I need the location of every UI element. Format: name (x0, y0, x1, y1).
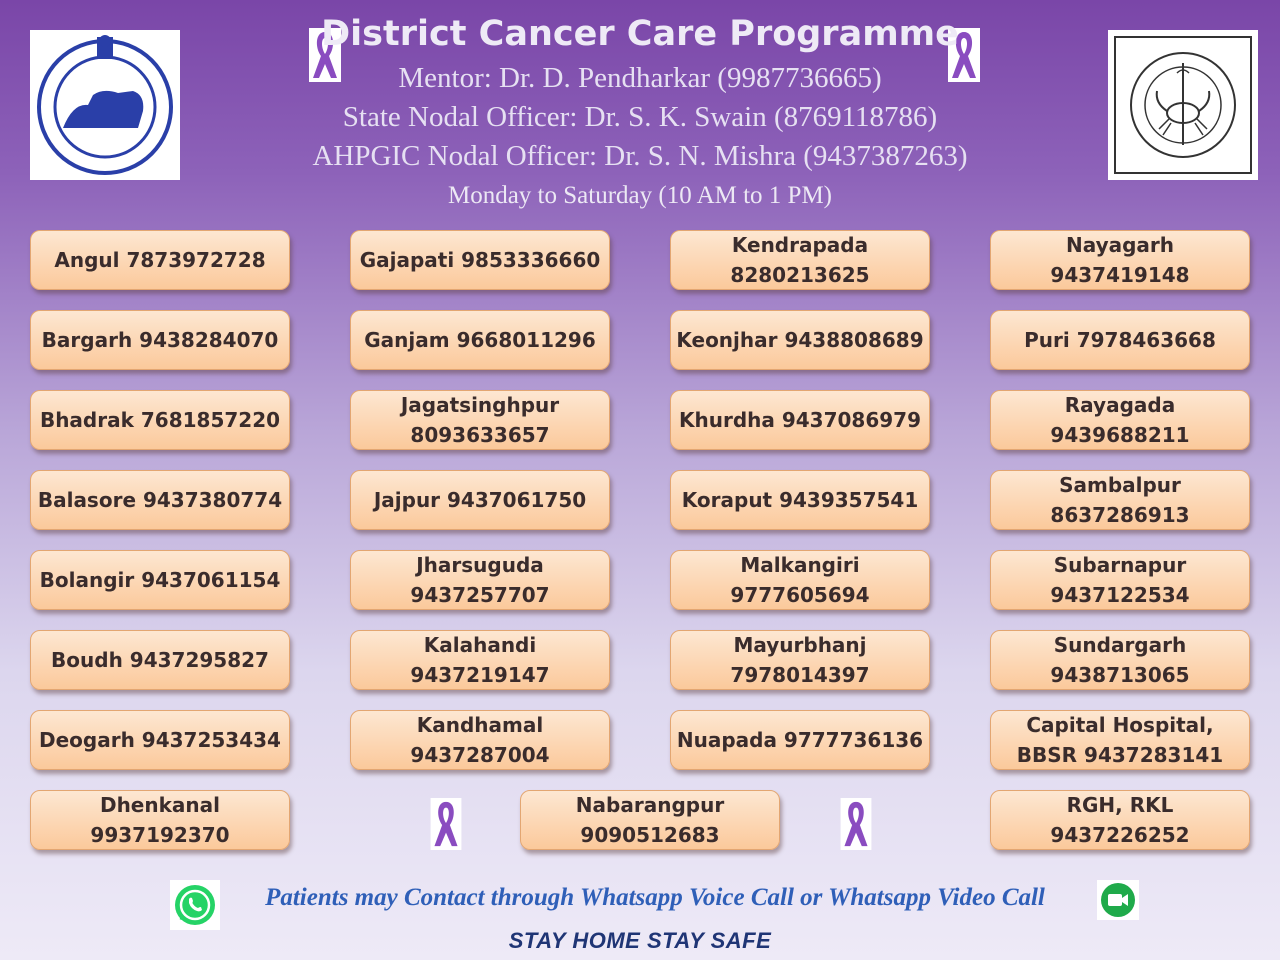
district-card-angul: Angul 7873972728 (30, 230, 290, 290)
district-card-deogarh: Deogarh 9437253434 (30, 710, 290, 770)
district-card-keonjhar: Keonjhar 9438808689 (670, 310, 930, 370)
district-card-rayagada: Rayagada 9439688211 (990, 390, 1250, 450)
district-card-gajapati: Gajapati 9853336660 (350, 230, 610, 290)
district-card-dhenkanal: Dhenkanal 9937192370 (30, 790, 290, 850)
district-card-jajpur: Jajpur 9437061750 (350, 470, 610, 530)
district-card-rgh-rkl: RGH, RKL 9437226252 (990, 790, 1250, 850)
district-card-subarnapur: Subarnapur 9437122534 (990, 550, 1250, 610)
district-card-bhadrak: Bhadrak 7681857220 (30, 390, 290, 450)
district-card-sundargarh: Sundargarh 9438713065 (990, 630, 1250, 690)
purple-ribbon-icon (430, 798, 462, 850)
district-card-kandhamal: Kandhamal 9437287004 (350, 710, 610, 770)
contact-note: Patients may Contact through Whatsapp Voice Call or Whatsapp Video Call (265, 884, 1045, 911)
district-card-nayagarh: Nayagarh 9437419148 (990, 230, 1250, 290)
district-card-balasore: Balasore 9437380774 (30, 470, 290, 530)
district-card-sambalpur: Sambalpur 8637286913 (990, 470, 1250, 530)
page-title: District Cancer Care Programme (321, 14, 959, 54)
district-card-boudh: Boudh 9437295827 (30, 630, 290, 690)
district-card-mayurbhanj: Mayurbhanj 7978014397 (670, 630, 930, 690)
district-card-koraput: Koraput 9439357541 (670, 470, 930, 530)
ahpgic-nodal-officer-line: AHPGIC Nodal Officer: Dr. S. N. Mishra (9437387263) (312, 140, 968, 172)
whatsapp-icon (170, 880, 220, 930)
purple-ribbon-icon (840, 798, 872, 850)
district-card-kendrapada: Kendrapada 8280213625 (670, 230, 930, 290)
district-card-ganjam: Ganjam 9668011296 (350, 310, 610, 370)
district-card-puri: Puri 7978463668 (990, 310, 1250, 370)
mentor-line: Mentor: Dr. D. Pendharkar (9987736665) (398, 62, 882, 94)
district-card-khurdha: Khurdha 9437086979 (670, 390, 930, 450)
district-card-malkangiri: Malkangiri 9777605694 (670, 550, 930, 610)
district-card-bolangir: Bolangir 9437061154 (30, 550, 290, 610)
state-nodal-officer-line: State Nodal Officer: Dr. S. K. Swain (8769118786) (342, 101, 938, 133)
district-card-nuapada: Nuapada 9777736136 (670, 710, 930, 770)
district-card-nabarangpur: Nabarangpur 9090512683 (520, 790, 780, 850)
stay-home-slogan: STAY HOME STAY SAFE (508, 928, 772, 953)
working-hours: Monday to Saturday (10 AM to 1 PM) (447, 182, 833, 209)
district-card-jagatsinghpur: Jagatsinghpur 8093633657 (350, 390, 610, 450)
district-card-bargarh: Bargarh 9438284070 (30, 310, 290, 370)
video-call-icon (1097, 880, 1139, 920)
district-card-kalahandi: Kalahandi 9437219147 (350, 630, 610, 690)
district-card-jharsuguda: Jharsuguda 9437257707 (350, 550, 610, 610)
district-card-capital-hospital: Capital Hospital, BBSR 9437283141 (990, 710, 1250, 770)
